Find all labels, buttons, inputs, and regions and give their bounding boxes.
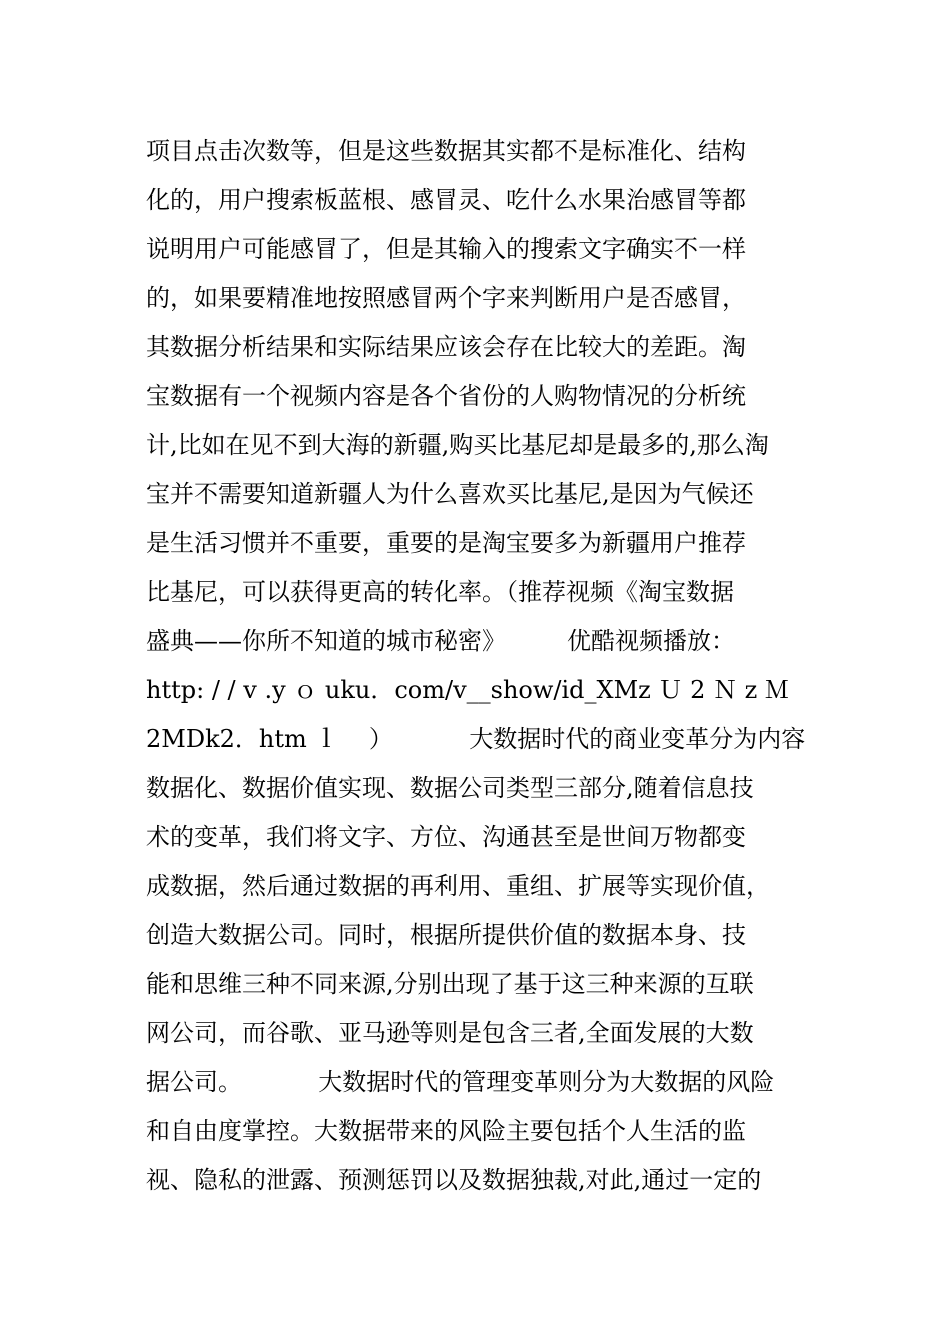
text-line: 是生活习惯并不重要，重要的是淘宝要多为新疆用户推荐 (146, 529, 746, 557)
text-line: 宝并不需要知道新疆人为什么喜欢买比基尼,是因为气候还 (146, 480, 754, 508)
text-line: 能和思维三种不同来源,分别出现了基于这三种来源的互联 (146, 970, 754, 998)
text-line: 数据化、数据价值实现、数据公司类型三部分,随着信息技 (146, 774, 754, 802)
text-line: 说明用户可能感冒了，但是其输入的搜索文字确实不一样 (146, 235, 746, 263)
body-text (146, 127, 836, 1205)
text-line: 术的变革，我们将文字、方位、沟通甚至是世间万物都变 (146, 823, 746, 851)
text-line: 成数据，然后通过数据的再利用、重组、扩展等实现价值， (146, 872, 770, 900)
text-line: 计,比如在见不到大海的新疆,购买比基尼却是最多的,那么淘 (146, 431, 769, 459)
text-line: 创造大数据公司。同时，根据所提供价值的数据本身、技 (146, 921, 746, 949)
text-line: 比基尼，可以获得更高的转化率。（推荐视频《淘宝数据 (146, 578, 734, 606)
text-line: 项目点击次数等，但是这些数据其实都不是标准化、结构 (146, 137, 746, 165)
text-line: 的，如果要精准地按照感冒两个字来判断用户是否感冒， (146, 284, 746, 312)
text-line: 据公司。 大数据时代的管理变革则分为大数据的风险 (146, 1068, 775, 1096)
text-line: 盛典——你所不知道的城市秘密》 优酷视频播放： (146, 627, 736, 655)
text-line: 宝数据有一个视频内容是各个省份的人购物情况的分析统 (146, 382, 746, 410)
text-line: 其数据分析结果和实际结果应该会存在比较大的差距。淘 (146, 333, 746, 361)
text-line: 视、隐私的泄露、预测惩罚以及数据独裁,对此,通过一定的 (146, 1166, 762, 1194)
text-line: 化的，用户搜索板蓝根、感冒灵、吃什么水果治感冒等都 (146, 186, 746, 214)
url-line: http: / / v .y ｏ uku．com/v__show/id_XMz Ｕ 2 Ｎ z Ｍ (146, 676, 789, 704)
text-line: 和自由度掌控。大数据带来的风险主要包括个人生活的监 (146, 1117, 746, 1145)
text-line: 网公司，而谷歌、亚马逊等则是包含三者,全面发展的大数 (146, 1019, 754, 1047)
text-line: 2MDk2．htm ｌ ） 大数据时代的商业变革分为内容 (146, 725, 806, 753)
